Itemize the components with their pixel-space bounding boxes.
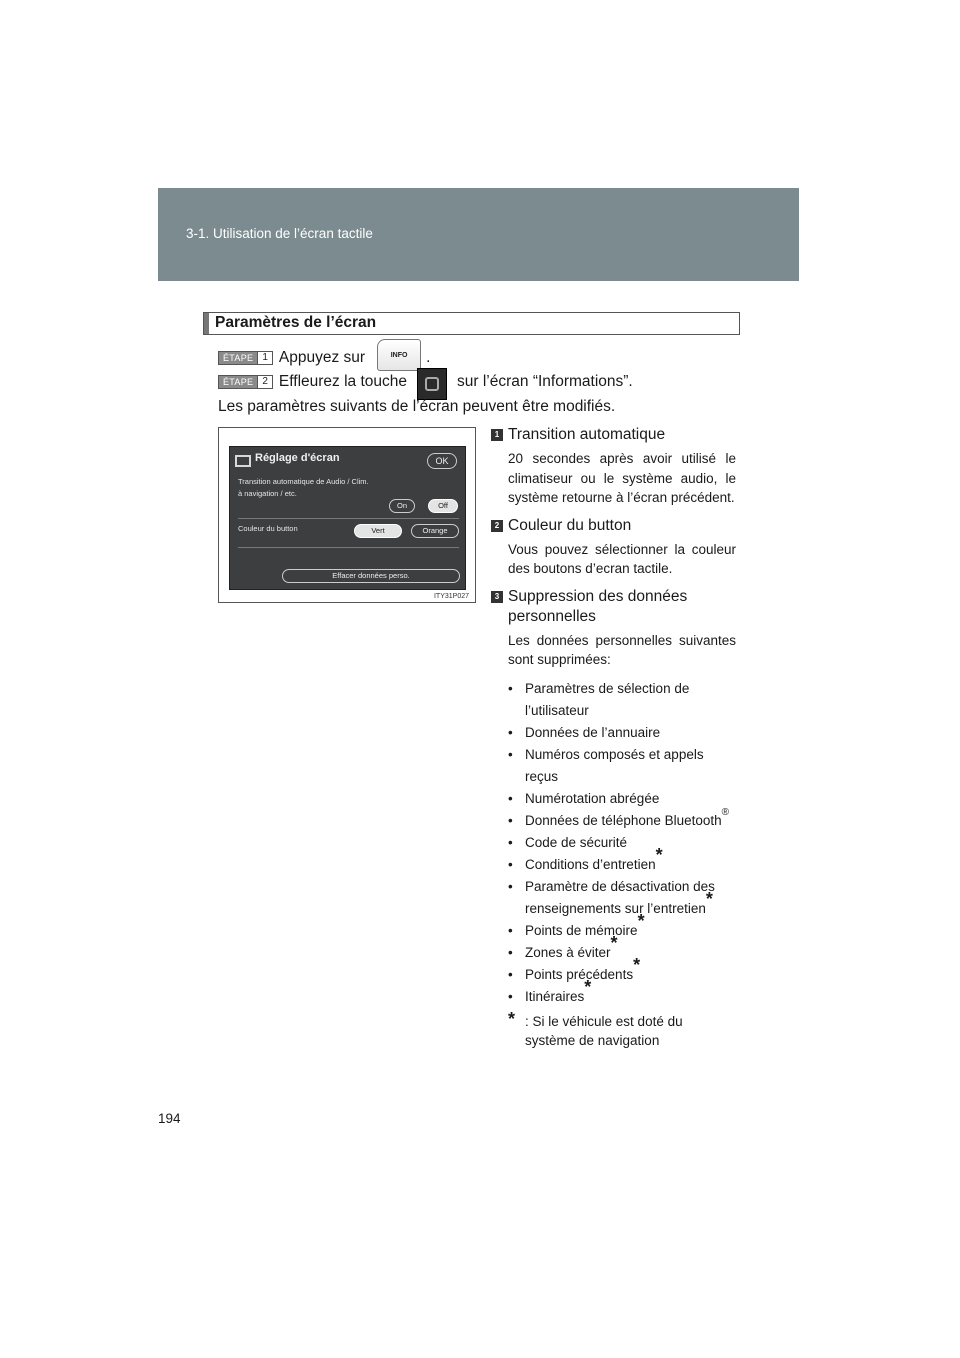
section-title: Paramètres de l’écran bbox=[215, 314, 377, 331]
info-button-icon: INFO bbox=[377, 339, 421, 371]
item-2-heading: 2 Couleur du button bbox=[491, 516, 736, 536]
settings-list bbox=[491, 425, 736, 1051]
item-3-number: 3 bbox=[491, 591, 503, 603]
screen-divider-1 bbox=[238, 518, 459, 519]
screen-title: Réglage d'écran bbox=[255, 452, 340, 464]
item-1-description: 20 secondes après avoir utilisé le climatiseur ou le système audio, le système retourne à l’écran précédent. bbox=[508, 451, 736, 505]
step-badge-2: ÉTAPE 2 bbox=[218, 375, 273, 389]
screen-transition-label-2: à navigation / etc. bbox=[238, 489, 297, 498]
list-item: • Points de mémoire* bbox=[508, 920, 736, 942]
screen-illustration bbox=[218, 427, 476, 603]
step-2 bbox=[218, 372, 633, 392]
image-code: ITY31P027 bbox=[433, 593, 469, 600]
list-item: • Paramètres de sélection de l’utilisateur bbox=[508, 678, 736, 722]
settings-screen-icon bbox=[235, 455, 251, 467]
item-3-title-line-2: personnelles bbox=[508, 607, 596, 625]
list-item: • Données de téléphone Bluetooth® bbox=[508, 810, 736, 832]
step-1-text: Appuyez sur bbox=[278, 349, 366, 366]
list-item: • Données de l’annuaire bbox=[508, 722, 736, 744]
list-item: • Zones à éviter* bbox=[508, 942, 736, 964]
item-1-heading: 1 Transition automatique bbox=[491, 425, 736, 445]
footnote: * : Si le véhicule est doté du système de navigation bbox=[508, 1008, 683, 1048]
list-item: • Numérotation abrégée bbox=[508, 788, 736, 810]
list-item: • Code de sécurité bbox=[508, 832, 736, 854]
section-title-box bbox=[203, 312, 740, 335]
header-band bbox=[158, 188, 799, 281]
screen-vert-button: Vert bbox=[354, 524, 402, 538]
item-2-description: Vous pouvez sélectionner la couleur des boutons d’ecran tactile. bbox=[508, 541, 736, 576]
footnote-star: * bbox=[508, 1008, 516, 1029]
screen-effacer-button: Effacer données perso. bbox=[282, 569, 460, 583]
screen-off-button: Off bbox=[428, 499, 458, 513]
screen-orange-button: Orange bbox=[411, 524, 459, 538]
item-3-heading bbox=[491, 587, 736, 627]
step-badge-1: ÉTAPE 1 bbox=[218, 351, 273, 365]
list-item: • Paramètre de désactivation des renseignements sur l’entretien* bbox=[508, 876, 736, 920]
list-item: • Numéros composés et appels reçus bbox=[508, 744, 736, 788]
screen-transition-label-1: Transition automatique de Audio / Clim. bbox=[238, 477, 369, 486]
deleted-data-list bbox=[491, 678, 736, 1008]
list-item: • Points précédents* bbox=[508, 964, 736, 986]
screen-display bbox=[229, 446, 466, 590]
step-2-end: sur l’écran “Informations”. bbox=[457, 373, 633, 390]
screen-divider-2 bbox=[238, 547, 459, 548]
screen-couleur-label: Couleur du button bbox=[238, 524, 298, 533]
chapter-heading: 3-1. Utilisation de l’écran tactile bbox=[186, 226, 373, 241]
item-3-title-line-1: Suppression des données bbox=[508, 587, 688, 605]
step-1 bbox=[218, 348, 430, 368]
step-2-text: Effleurez la touche bbox=[278, 373, 408, 390]
section-title-bar bbox=[204, 313, 209, 334]
step-1-end: . bbox=[426, 349, 431, 366]
list-item: • Itinéraires* bbox=[508, 986, 736, 1008]
screen-on-button: On bbox=[389, 499, 415, 513]
list-item: • Conditions d’entretien* bbox=[508, 854, 736, 876]
intro-text: Les paramètres suivants de l’écran peuvent être modifiés. bbox=[218, 398, 616, 415]
item-3-description: Les données personnelles suivantes sont supprimées: bbox=[508, 632, 736, 667]
page-number: 194 bbox=[158, 1111, 181, 1126]
item-1-number: 1 bbox=[491, 429, 503, 441]
screen-ok-button: OK bbox=[427, 453, 457, 469]
screen-settings-button-icon bbox=[417, 368, 447, 400]
item-2-number: 2 bbox=[491, 520, 503, 532]
